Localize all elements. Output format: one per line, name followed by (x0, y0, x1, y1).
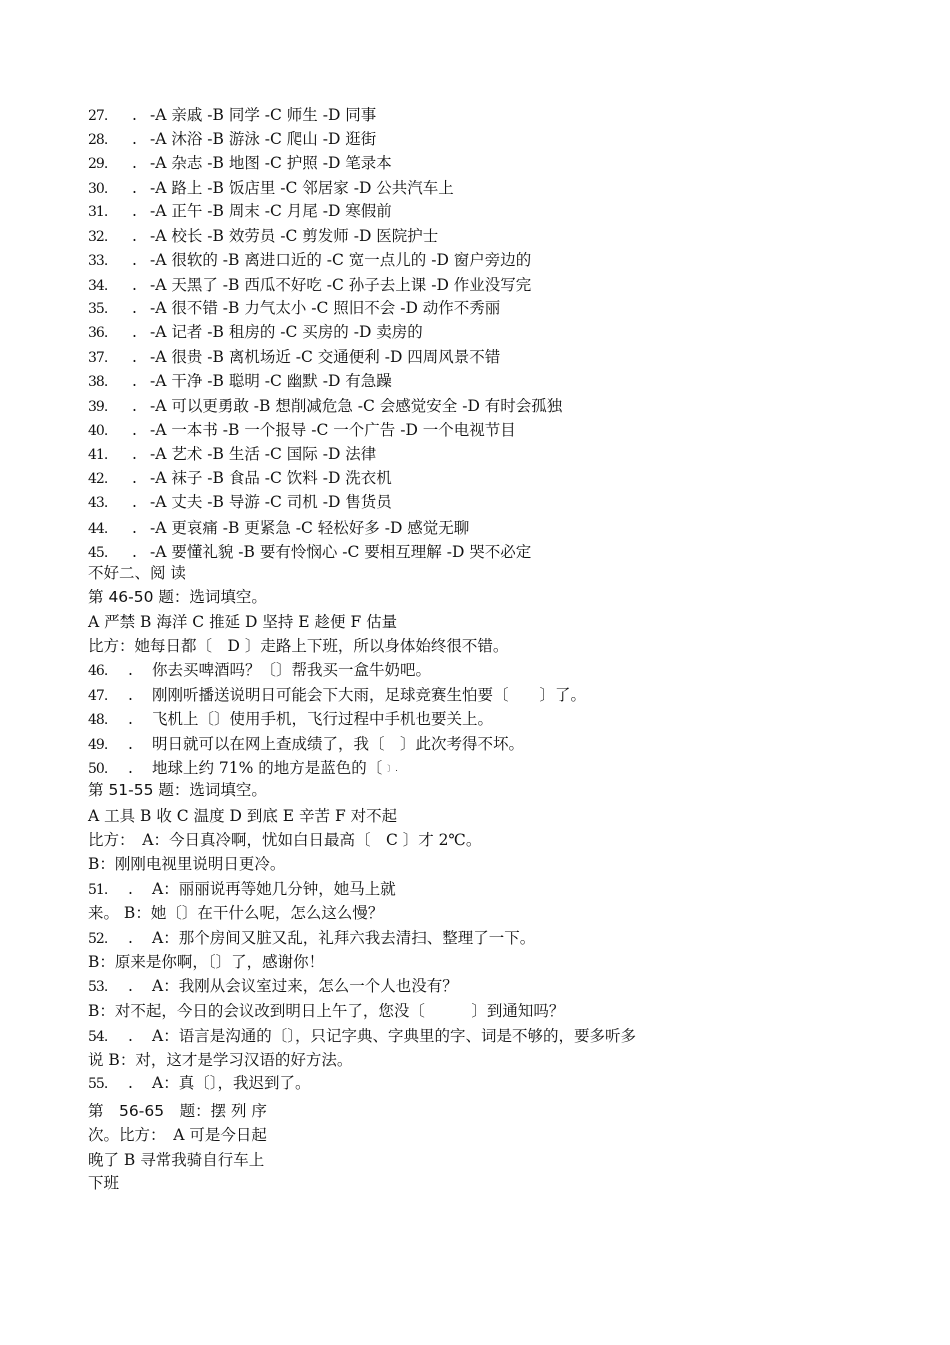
section-51-55-example-b: B：刚刚电视里说明日更冷。 (88, 855, 286, 873)
question-52-line1: 52. . A：那个房间又脏又乱，礼拜六我去清扫、整理了一下。 (88, 929, 536, 947)
question-55: 55. . A：真〔〕，我迟到了。 (88, 1074, 311, 1092)
choice-row: 28. . -A 沐浴 -B 游泳 -C 爬山 -D 逛街 (88, 130, 377, 148)
section-51-55-title (88, 780, 267, 800)
section-46-50-title (88, 587, 267, 607)
question-number: 28. (88, 132, 108, 148)
choice-row: 38. . -A 干净 -B 聪明 -C 幽默 -D 有急躁 (88, 372, 392, 390)
question-number: 40. (88, 423, 108, 439)
choice-options: -A 要懂礼貌 -B 要有怜悯心 -C 要相互理解 -D 哭不必定 (150, 543, 532, 561)
choice-row: 31. . -A 正午 -B 周末 -C 月尾 -D 寒假前 (88, 202, 392, 220)
question-number: 54. (88, 1029, 108, 1045)
fill-question-row: 48. . 飞机上〔〕使用手机，飞行过程中手机也要关上。 (88, 710, 494, 728)
choice-row: 34. . -A 天黑了 -B 西瓜不好吃 -C 孙子去上课 -D 作业没写完 (88, 276, 532, 294)
question-text: 地球上约 71% 的地方是蓝色的〔 (152, 759, 383, 777)
question-text: 刚刚听播送说明日可能会下大雨，足球竞赛生怕要〔 〕了。 (152, 686, 587, 704)
question-54-line2: 说 B：对，这才是学习汉语的好方法。 (88, 1051, 353, 1069)
question-number: 34. (88, 278, 108, 294)
choice-options: -A 很不错 -B 力气太小 -C 照旧不会 -D 动作不秀丽 (150, 299, 501, 317)
question-number: 49. (88, 737, 108, 753)
choice-row: 32. . -A 校长 -B 效劳员 -C 剪发师 -D 医院护士 (88, 227, 439, 245)
title-suffix: 题：选词填空。 (153, 588, 267, 606)
choice-options: -A 杂志 -B 地图 -C 护照 -D 笔录本 (150, 154, 392, 172)
choice-options: -A 路上 -B 饭店里 -C 邻居家 -D 公共汽车上 (150, 179, 454, 197)
choice-options: -A 亲戚 -B 同学 -C 师生 -D 同事 (150, 106, 377, 124)
question-text: 你去买啤酒吗？〔〕帮我买一盒牛奶吧。 (152, 661, 432, 679)
question-number: 29. (88, 156, 108, 172)
choice-row: 41. . -A 艺术 -B 生活 -C 国际 -D 法律 (88, 445, 377, 463)
choice-row: 40. . -A 一本书 -B 一个报导 -C 一个广告 -D 一个电视节目 (88, 421, 516, 439)
choice-options: -A 沐浴 -B 游泳 -C 爬山 -D 逛街 (150, 130, 377, 148)
fill-question-row: 46. . 你去买啤酒吗？〔〕帮我买一盒牛奶吧。 (88, 661, 432, 679)
question-number: 48. (88, 712, 108, 728)
question-number: 53. (88, 979, 108, 995)
question-number: 51. (88, 882, 108, 898)
question-text: A：语言是沟通的〔〕，只记字典、字典里的字、词是不够的，要多听多 (152, 1027, 636, 1045)
question-number: 42. (88, 471, 108, 487)
title-prefix: 第 (88, 1102, 120, 1120)
choice-options: -A 天黑了 -B 西瓜不好吃 -C 孙子去上课 -D 作业没写完 (150, 276, 532, 294)
question-number: 44. (88, 521, 108, 537)
section-51-55-example-a: 比方： A：今日真冷啊，忧如白日最高〔 C 〕才 2℃。 (88, 831, 482, 849)
question-number: 45. (88, 545, 108, 561)
choice-options: -A 校长 -B 效劳员 -C 剪发师 -D 医院护士 (150, 227, 439, 245)
question-text: 明日就可以在网上查成绩了，我〔 〕此次考得不坏。 (152, 735, 525, 753)
question-number: 46. (88, 663, 108, 679)
title-range: 46-50 (108, 588, 154, 606)
title-range: 51-55 (108, 781, 154, 799)
choice-row: 45. . -A 要懂礼貌 -B 要有怜悯心 -C 要相互理解 -D 哭不必定 (88, 543, 532, 561)
title-suffix: 题：摆 列 序 (164, 1102, 267, 1120)
choice-row: 37. . -A 很贵 -B 离机场近 -C 交通便利 -D 四周风景不错 (88, 348, 501, 366)
question-text: A：那个房间又脏又乱，礼拜六我去清扫、整理了一下。 (152, 929, 536, 947)
choice-row: 39. . -A 可以更勇敢 -B 想削减危急 -C 会感觉安全 -D 有时会孤独 (88, 397, 563, 415)
question-54-line1: 54. . A：语言是沟通的〔〕，只记字典、字典里的字、词是不够的，要多听多 (88, 1027, 636, 1045)
choice-options: -A 记者 -B 租房的 -C 买房的 -D 卖房的 (150, 323, 423, 341)
choice-row: 30. . -A 路上 -B 饭店里 -C 邻居家 -D 公共汽车上 (88, 179, 454, 197)
choice-row: 35. . -A 很不错 -B 力气太小 -C 照旧不会 -D 动作不秀丽 (88, 299, 501, 317)
question-tail: 〕. (387, 764, 398, 773)
section-56-65-line3: 晚了 B 寻常我骑自行车上 (88, 1151, 265, 1169)
fill-question-row: 47. . 刚刚听播送说明日可能会下大雨，足球竞赛生怕要〔 〕了。 (88, 686, 587, 704)
section-56-65-line4: 下班 (88, 1174, 120, 1192)
section-51-55-options: A 工具 B 收 C 温度 D 到底 E 辛苦 F 对不起 (88, 807, 398, 825)
question-51-line1: 51. . A：丽丽说再等她几分钟，她马上就 (88, 880, 396, 898)
choice-row: 36. . -A 记者 -B 租房的 -C 买房的 -D 卖房的 (88, 323, 423, 341)
fill-question-row: 50. . 地球上约 71% 的地方是蓝色的〔 〕. (88, 759, 398, 777)
question-text: 飞机上〔〕使用手机，飞行过程中手机也要关上。 (152, 710, 494, 728)
section-56-65-line2: 次。比方： A 可是今日起 (88, 1126, 267, 1144)
section-46-50-options: A 严禁 B 海洋 C 推延 D 坚持 E 趁便 F 估量 (88, 613, 398, 631)
choice-options: -A 正午 -B 周末 -C 月尾 -D 寒假前 (150, 202, 392, 220)
choice-options: -A 袜子 -B 食品 -C 饮料 -D 洗衣机 (150, 469, 392, 487)
choice-row: 27. . -A 亲戚 -B 同学 -C 师生 -D 同事 (88, 106, 377, 124)
question-number: 55. (88, 1076, 108, 1092)
section-56-65-title (88, 1101, 267, 1121)
question-number: 31. (88, 204, 108, 220)
question-number: 52. (88, 931, 108, 947)
choice-options: -A 艺术 -B 生活 -C 国际 -D 法律 (150, 445, 377, 463)
question-number: 30. (88, 181, 108, 197)
question-number: 39. (88, 399, 108, 415)
choice-options: -A 丈夫 -B 导游 -C 司机 -D 售货员 (150, 493, 392, 511)
question-number: 50. (88, 761, 108, 777)
fill-question-row: 49. . 明日就可以在网上查成绩了，我〔 〕此次考得不坏。 (88, 735, 525, 753)
title-range: 56-65 (119, 1102, 165, 1120)
question-53-line2: B：对不起，今日的会议改到明日上午了，您没〔 〕到通知吗？ (88, 1002, 565, 1020)
question-text: A：丽丽说再等她几分钟，她马上就 (152, 880, 396, 898)
section-heading-reading: 不好二、阅 读 (88, 564, 186, 582)
question-text: A：真〔〕，我迟到了。 (152, 1074, 311, 1092)
title-prefix: 第 (88, 781, 109, 799)
choice-row: 33. . -A 很软的 -B 离进口近的 -C 宽一点儿的 -D 窗户旁边的 (88, 251, 532, 269)
question-number: 47. (88, 688, 108, 704)
choice-row: 29. . -A 杂志 -B 地图 -C 护照 -D 笔录本 (88, 154, 392, 172)
choice-options: -A 一本书 -B 一个报导 -C 一个广告 -D 一个电视节目 (150, 421, 516, 439)
question-number: 33. (88, 253, 108, 269)
question-51-line2: 来。 B：她〔〕在干什么呢，怎么这么慢？ (88, 904, 384, 922)
title-prefix: 第 (88, 588, 109, 606)
section-46-50-example: 比方：她每日都〔 D 〕走路上下班，所以身体始终很不错。 (88, 637, 509, 655)
question-number: 43. (88, 495, 108, 511)
choice-options: -A 很软的 -B 离进口近的 -C 宽一点儿的 -D 窗户旁边的 (150, 251, 532, 269)
question-number: 37. (88, 350, 108, 366)
question-number: 32. (88, 229, 108, 245)
title-suffix: 题：选词填空。 (153, 781, 267, 799)
choice-options: -A 更哀痛 -B 更紧急 -C 轻松好多 -D 感觉无聊 (150, 519, 470, 537)
choice-row: 42. . -A 袜子 -B 食品 -C 饮料 -D 洗衣机 (88, 469, 392, 487)
question-number: 35. (88, 301, 108, 317)
question-number: 27. (88, 108, 108, 124)
question-52-line2: B：原来是你啊，〔〕了，感谢你！ (88, 953, 325, 971)
choice-row: 44. . -A 更哀痛 -B 更紧急 -C 轻松好多 -D 感觉无聊 (88, 519, 470, 537)
question-53-line1: 53. . A：我刚从会议室过来，怎么一个人也没有？ (88, 977, 458, 995)
question-text: A：我刚从会议室过来，怎么一个人也没有？ (152, 977, 458, 995)
question-number: 41. (88, 447, 108, 463)
question-number: 38. (88, 374, 108, 390)
choice-options: -A 很贵 -B 离机场近 -C 交通便利 -D 四周风景不错 (150, 348, 501, 366)
choice-options: -A 可以更勇敢 -B 想削减危急 -C 会感觉安全 -D 有时会孤独 (150, 397, 563, 415)
question-number: 36. (88, 325, 108, 341)
choice-options: -A 干净 -B 聪明 -C 幽默 -D 有急躁 (150, 372, 392, 390)
choice-row: 43. . -A 丈夫 -B 导游 -C 司机 -D 售货员 (88, 493, 392, 511)
